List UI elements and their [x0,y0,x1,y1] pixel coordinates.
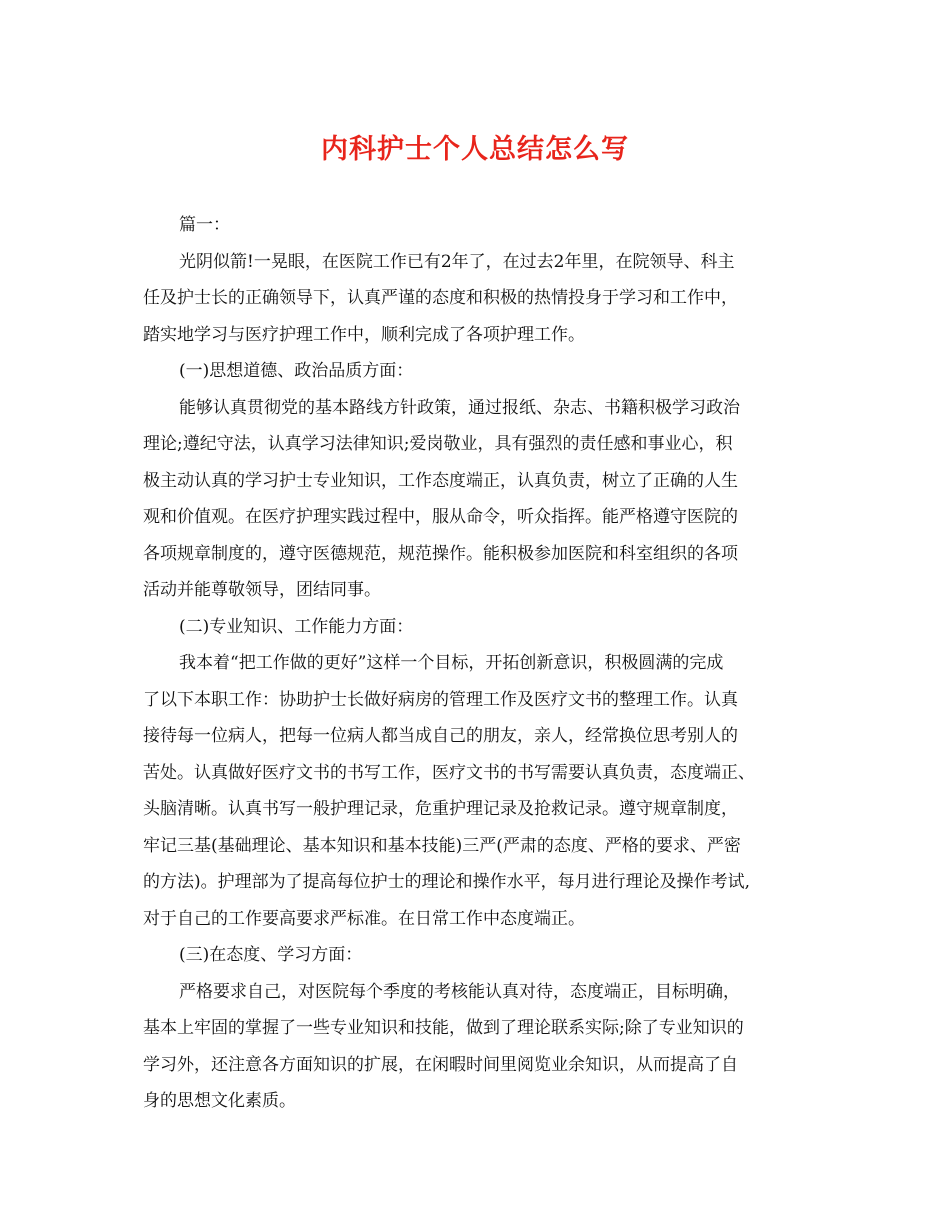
paragraph-line: 能够认真贯彻党的基本路线方针政策，通过报纸、杂志、书籍积极学习政治 [179,397,740,418]
paragraph-line: (二)专业知识、工作能力方面： [179,616,414,637]
document-title: 内科护士个人总结怎么写 [321,134,629,165]
document-body [143,207,823,1120]
paragraph-line: 学习外，还注意各方面知识的扩展，在闲暇时间里阅览业余知识，从而提高了自 [143,1054,738,1075]
paragraph-line: 对于自己的工作要高要求严标准。在日常工作中态度端正。 [143,908,585,929]
paragraph-line: 身的思想文化素质。 [143,1091,296,1111]
paragraph-line: 观和价值观。在医疗护理实践过程中，服从命令，听众指挥。能严格遵守医院的 [143,507,738,527]
paragraph-line: 各项规章制度的，遵守医德规范，规范操作。能积极参加医院和科室组织的各项 [143,543,738,564]
paragraph-line: 了以下本职工作：协助护士长做好病房的管理工作及医疗文书的整理工作。认真 [143,689,738,710]
paragraph-line: 接待每一位病人，把每一位病人都当成自己的朋友，亲人，经常换位思考别人的 [143,726,738,746]
paragraph-line: 光阴似箭!一晃眼，在医院工作已有2年了，在过去2年里，在院领导、科主 [179,251,735,272]
paragraph-line: (三)在态度、学习方面： [179,945,363,965]
paragraph-line: 篇一： [179,215,230,235]
paragraph-line: 任及护士长的正确领导下，认真严谨的态度和积极的热情投身于学习和工作中， [143,288,738,308]
paragraph-line: 的方法)。护理部为了提高每位护士的理论和操作水平，每月进行理论及操作考试, [143,872,751,892]
paragraph-line: 基本上牢固的掌握了一些专业知识和技能，做到了理论联系实际;除了专业知识的 [143,1018,744,1038]
paragraph-line: 我本着“把工作做的更好”这样一个目标，开拓创新意识，积极圆满的完成 [179,653,724,673]
paragraph-line: (一)思想道德、政治品质方面： [179,361,414,381]
paragraph-line: 极主动认真的学习护士专业知识，工作态度端正，认真负责，树立了正确的人生 [143,470,738,491]
paragraph-line: 踏实地学习与医疗护理工作中，顺利完成了各项护理工作。 [143,324,585,345]
paragraph-line: 活动并能尊敬领导，团结同事。 [143,580,381,600]
paragraph-line: 头脑清晰。认真书写一般护理记录，危重护理记录及抢救记录。遵守规章制度， [143,799,738,819]
paragraph-line: 理论;遵纪守法，认真学习法律知识;爱岗敬业，具有强烈的责任感和事业心，积 [143,434,733,454]
paragraph-line: 严格要求自己，对医院每个季度的考核能认真对待，态度端正，目标明确， [179,981,740,1002]
paragraph-line: 苦处。认真做好医疗文书的书写工作，医疗文书的书写需要认真负责，态度端正、 [143,762,755,783]
paragraph-line: 牢记三基(基础理论、基本知识和基本技能)三严(严肃的态度、严格的要求、严密 [143,835,741,856]
